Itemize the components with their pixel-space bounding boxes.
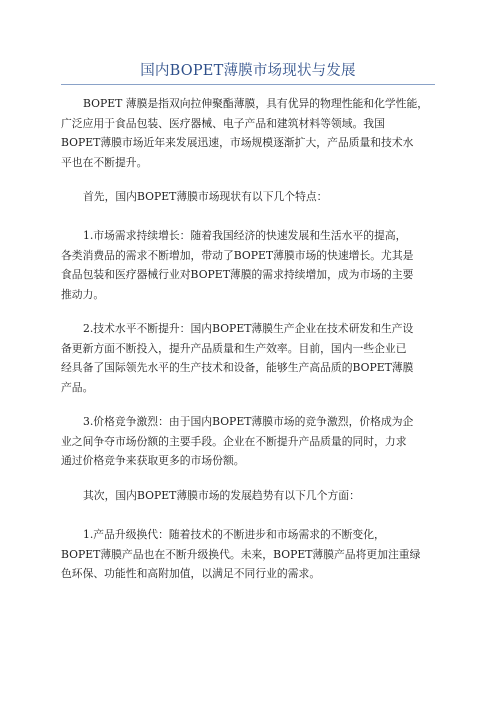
paragraph-line: 1.市场需求持续增长：随着我国经济的快速发展和生活水平的提高， [83,229,407,242]
paragraph-line: 业之间争夺市场份额的主要手段。企业在不断提升产品质量的同时，力求 [61,434,407,448]
paragraph-line: 2.技术水平不断提升：国内BOPET薄膜生产企业在技术研发和生产设 [83,322,414,335]
paragraph-point-demand [61,226,446,304]
paragraph-point-technology [61,319,446,397]
document-title: 国内BOPET薄膜市场现状与发展 [140,63,356,79]
paragraph-line: 其次，国内BOPET薄膜市场的发展趋势有以下几个方面： [83,489,360,502]
paragraph-line: 经具备了国际领先水平的生产技术和设备，能够生产高品质的BOPET薄膜 [61,361,414,375]
paragraph-line: BOPET 薄膜是指双向拉伸聚酯薄膜，具有优异的物理性能和化学性能， [83,97,429,110]
paragraph-line: 产品。 [61,380,94,394]
paragraph-line: 推动力。 [61,287,105,301]
paragraph-line: 备更新方面不断投入，提升产品质量和生产效率。目前，国内一些企业已 [61,341,407,355]
paragraph-line: 3.价格竞争激烈：由于国内BOPET薄膜市场的竞争激烈，价格成为企 [83,415,414,428]
paragraph-line: 平也在不断提升。 [61,155,148,169]
paragraph-line: BOPET薄膜产品也在不断升级换代。未来，BOPET薄膜产品将更加注重绿 [61,547,421,561]
paragraph-intro [61,94,446,172]
paragraph-line: 通过价格竞争来获取更多的市场份额。 [61,454,245,468]
paragraph-point-price [61,412,446,471]
title-underline [61,84,435,85]
paragraph-trends-heading [61,486,446,506]
paragraph-line: 首先，国内BOPET薄膜市场现状有以下几个特点： [83,190,328,203]
paragraph-line: 1.产品升级换代：随着技术的不断进步和市场需求的不断变化， [83,528,385,541]
paragraph-line: 色环保、功能性和高附加值，以满足不同行业的需求。 [61,567,321,581]
paragraph-line: 食品包装和医疗器械行业对BOPET薄膜的需求持续增加，成为市场的主要 [61,268,414,282]
paragraph-current-status-heading [61,187,446,207]
paragraph-point-upgrade [61,525,446,584]
paragraph-line: 广泛应用于食品包装、医疗器械、电子产品和建筑材料等领域。我国 [61,116,385,130]
paragraph-line: BOPET薄膜市场近年来发展迅速，市场规模逐渐扩大，产品质量和技术水 [61,136,414,150]
paragraph-line: 各类消费品的需求不断增加，带动了BOPET薄膜市场的快速增长。尤其是 [61,248,414,262]
